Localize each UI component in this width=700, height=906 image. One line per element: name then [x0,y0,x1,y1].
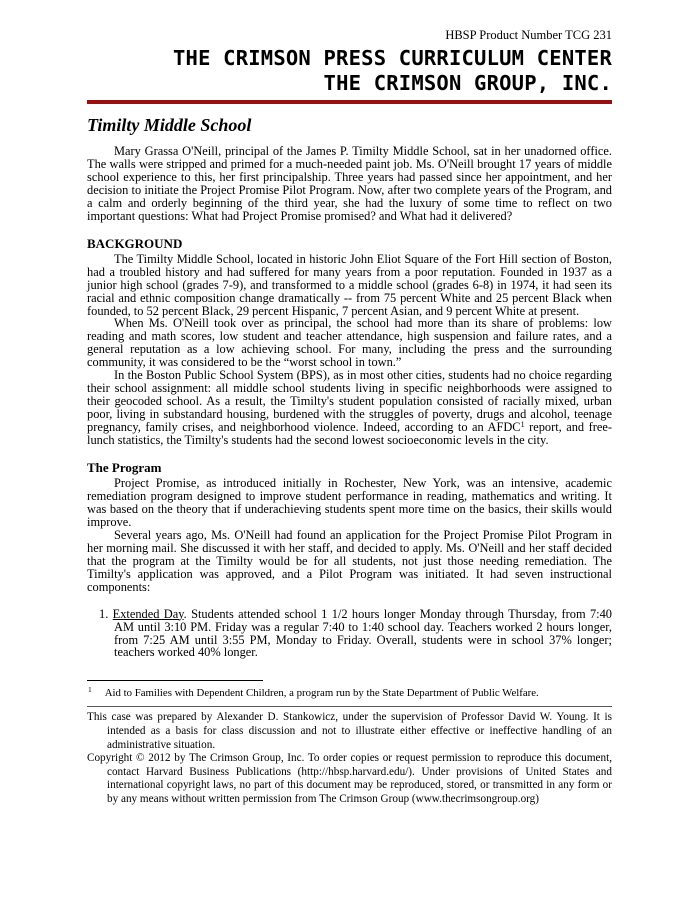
section-heading-background: BACKGROUND [87,235,183,251]
footer-separator-rule [87,706,612,707]
program-paragraph-1: Project Promise, as introduced initially in Rochester, New York, was an intensive, academic remediation program designed to improve student performance in reading, mathematics and writing. It was based on the theory that if underachieving students spent more time on the basics, their skills would improve. [87,476,612,529]
org-line-1: THE CRIMSON PRESS CURRICULUM CENTER [173,46,612,70]
list-item-text: . Students attended school 1 1/2 hours longer Monday through Thursday, from 7:40 AM until 3:10 PM. Friday was a regular 7:40 to 1:40 school day. Teachers worked 2 hours longer, from 7:25 AM until 3:55 PM, Monday to Friday. Overall, students were in school 37% longer; teachers worked 40% longer. [114,606,612,660]
attribution-text: This case was prepared by Alexander D. Stankowicz, under the supervision of Professor David W. Young. It is intended as a basis for class discussion and not to illustrate either effective or ineffective handling of an administrative situation. [87,711,612,751]
list-item-number: 1. [99,606,113,621]
page-footer [87,711,612,806]
background-paragraph-3 [87,369,612,447]
document-body [87,145,612,659]
brand-rule [87,100,612,104]
org-name-block [87,46,612,96]
background-paragraph-3-continued: report, and free-lunch statistics, the Timilty's students had the second lowest socioeconomic levels in the city. [87,420,612,448]
footnote-separator-rule [87,680,263,681]
copyright-text: Copyright © 2012 by The Crimson Group, Inc. To order copies or request permission to reproduce this document, contact Harvard Business Publications (http://hbsp.harvard.edu/). Under provisions of United States and international copyright laws, no part of this document may be reproduced, stored, or transmitted in any form or by any means without written permission from The Crimson Group (www.thecrimsongroup.org) [87,752,612,805]
page-title: Timilty Middle School [87,115,252,135]
footnote-reference: 1 [520,420,525,430]
background-paragraph-1: The Timilty Middle School, located in historic John Eliot Square of the Fort Hill section of Boston, had a troubled history and had suffered for many years from a poor reputation. Founded in 1937 as a junior high school (grades 7-9), and transformed to a middle school (grades 6-8) in 1974, it had seen its racial and ethnic composition change dramatically -- from 75 percent White and 25 percent Black when founded, to 52 percent Black, 29 percent Hispanic, 7 percent Asian, and 9 percent White at present. [87,251,612,318]
footnote-marker: 1 [88,685,92,695]
footnote-text: Aid to Families with Dependent Children, a program run by the State Department of Public Welfare. [104,687,539,700]
background-paragraph-2: When Ms. O'Neill took over as principal, the school had more than its share of problems: low reading and math scores, low student and teacher attendance, high suspension and failure rates, and a general reputation as a low achieving school. For many, including the press and the surrounding community, it was considered to be the “worst school in town.” [87,316,612,370]
page-header [87,28,612,104]
intro-paragraph: Mary Grassa O'Neill, principal of the James P. Timilty Middle School, sat in her unadorned office. The walls were stripped and primed for a much-needed paint job. Ms. O'Neill brought 17 years of middle school experience to this, her first principalship. Three years had passed since her appointment, and her decision to initiate the Project Promise Pilot Program. Now, after two complete years of the Program, and a calm and orderly beginning of the third year, she had the luxury of some time to reflect on two important questions: What had Project Promise promised? and What had it delivered? [87,144,612,223]
footnote [87,683,612,700]
org-line-2: THE CRIMSON GROUP, INC. [323,71,612,95]
list-item-term: Extended Day [112,606,184,621]
footnote-block [87,680,612,700]
background-paragraph-3-text: In the Boston Public School System (BPS), as in most other cities, students had no choice regarding their school assignment: all middle school students living in specific neighborhoods were assigned to their geocoded school. As a result, the Timilty's student population consisted of racially mixed, urban poor, living in substandard housing, burdened with the struggles of poverty, drugs and alcohol, teenage pregnancy, family crises, and neighborhood violence. Indeed, according to an AFDC [87,368,612,435]
program-paragraph-2: Several years ago, Ms. O'Neill had found an application for the Project Promise Pilot Program in her morning mail. She discussed it with her staff, and decided to apply. Ms. O'Neill and her staff decided that the program at the Timilty would be for all students, not just those needing remediation. The Timilty's application was approved, and a Pilot Program was initiated. It had seven instructional components: [87,527,612,594]
list-item-extended-day [87,608,612,660]
section-heading-the-program: The Program [87,460,162,476]
product-number: HBSP Product Number TCG 231 [445,28,612,42]
